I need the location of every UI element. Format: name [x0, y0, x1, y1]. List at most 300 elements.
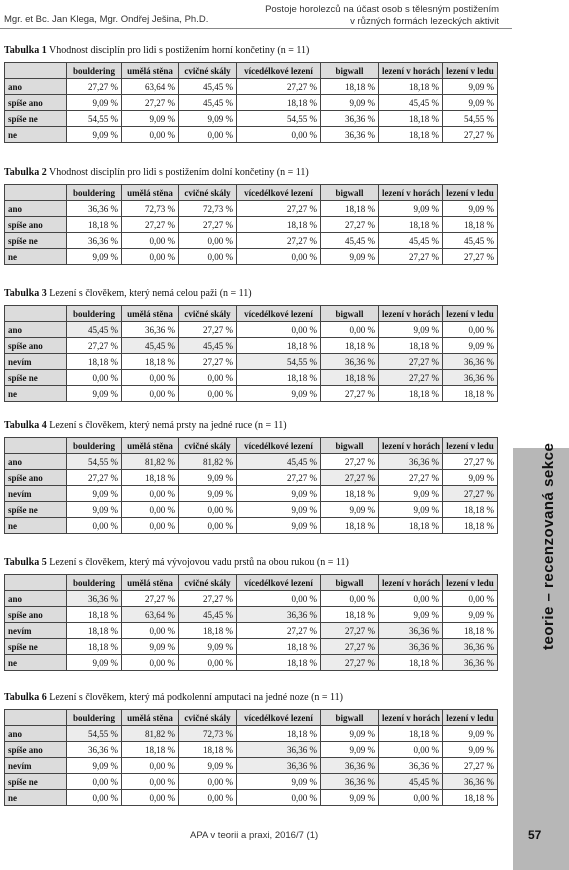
table-cell: 27,27 %	[321, 639, 379, 655]
row-header: spíše ne	[5, 111, 67, 127]
table-cell: 0,00 %	[179, 518, 237, 534]
table-cell: 0,00 %	[179, 386, 237, 402]
header-title-line-2: v různých formách lezeckých aktivit	[350, 16, 499, 27]
column-header: cvičné skály	[179, 63, 237, 79]
table-cell: 9,09 %	[122, 639, 179, 655]
table-cell: 0,00 %	[179, 233, 237, 249]
table-cell: 0,00 %	[122, 233, 179, 249]
table-row	[5, 386, 498, 402]
table-cell: 45,45 %	[179, 607, 237, 623]
table-cell: 18,18 %	[379, 127, 443, 143]
table-cell: 45,45 %	[122, 338, 179, 354]
table-cell: 0,00 %	[237, 591, 321, 607]
table-cell: 36,36 %	[443, 655, 498, 671]
table-cell: 45,45 %	[179, 338, 237, 354]
table-cell: 18,18 %	[321, 486, 379, 502]
table-cell: 45,45 %	[321, 233, 379, 249]
table-row	[5, 655, 498, 671]
table-row	[5, 79, 498, 95]
table-cell: 0,00 %	[122, 518, 179, 534]
table-section-5	[4, 557, 497, 671]
table-cell: 27,27 %	[179, 322, 237, 338]
table-cell: 36,36 %	[379, 639, 443, 655]
table-cell: 0,00 %	[179, 370, 237, 386]
table-label: Tabulka 6	[4, 692, 47, 703]
column-header: cvičné skály	[179, 185, 237, 201]
column-header: lezení v horách	[379, 438, 443, 454]
table-corner	[5, 185, 67, 201]
table-cell: 27,27 %	[321, 623, 379, 639]
table-cell: 36,36 %	[443, 370, 498, 386]
table-cell: 9,09 %	[321, 726, 379, 742]
table-cell: 18,18 %	[379, 386, 443, 402]
table-cell: 54,55 %	[443, 111, 498, 127]
table-cell: 0,00 %	[122, 127, 179, 143]
row-header: spíše ano	[5, 607, 67, 623]
table-cell: 0,00 %	[379, 591, 443, 607]
table-cell: 0,00 %	[122, 655, 179, 671]
table-cell: 36,36 %	[321, 354, 379, 370]
table-cell: 0,00 %	[443, 591, 498, 607]
column-header: lezení v ledu	[443, 63, 498, 79]
table-caption	[4, 692, 497, 703]
table-cell: 36,36 %	[122, 322, 179, 338]
table-cell: 45,45 %	[379, 95, 443, 111]
table-cell: 27,27 %	[237, 470, 321, 486]
column-header: lezení v horách	[379, 185, 443, 201]
sidebar-label	[512, 440, 569, 670]
table-cell: 18,18 %	[237, 639, 321, 655]
table-label: Tabulka 3	[4, 288, 47, 299]
table-cell: 72,73 %	[179, 201, 237, 217]
table-cell: 27,27 %	[321, 470, 379, 486]
table-caption	[4, 557, 497, 568]
table-cell: 36,36 %	[237, 758, 321, 774]
row-header: ano	[5, 454, 67, 470]
row-header: ne	[5, 127, 67, 143]
table-cell: 18,18 %	[379, 655, 443, 671]
row-header: spíše ano	[5, 470, 67, 486]
footer-journal: APA v teorii a praxi, 2016/7 (1)	[190, 830, 319, 841]
table-cell: 9,09 %	[237, 518, 321, 534]
table-cell: 0,00 %	[321, 591, 379, 607]
row-header: ne	[5, 249, 67, 265]
table-cell: 9,09 %	[67, 127, 122, 143]
table-cell: 9,09 %	[67, 655, 122, 671]
table-label: Tabulka 5	[4, 557, 47, 568]
table-cell: 27,27 %	[67, 338, 122, 354]
table-cell: 9,09 %	[237, 502, 321, 518]
table-cell: 27,27 %	[379, 370, 443, 386]
table-cell: 9,09 %	[443, 95, 498, 111]
table-cell: 54,55 %	[67, 111, 122, 127]
table-cell: 9,09 %	[443, 79, 498, 95]
table-cell: 36,36 %	[321, 758, 379, 774]
table-cell: 0,00 %	[67, 790, 122, 806]
table-caption	[4, 167, 497, 178]
table-row	[5, 742, 498, 758]
data-table	[4, 184, 498, 265]
table-cell: 18,18 %	[379, 518, 443, 534]
table-cell: 54,55 %	[237, 111, 321, 127]
table-cell: 18,18 %	[237, 95, 321, 111]
table-cell: 0,00 %	[443, 322, 498, 338]
header-rule	[0, 28, 512, 29]
table-cell: 18,18 %	[379, 111, 443, 127]
table-cell: 0,00 %	[179, 774, 237, 790]
table-cell: 36,36 %	[443, 639, 498, 655]
table-cell: 0,00 %	[122, 486, 179, 502]
table-cell: 0,00 %	[237, 127, 321, 143]
column-header: bouldering	[67, 306, 122, 322]
column-header: vícedélkové lezení	[237, 575, 321, 591]
column-header: vícedélkové lezení	[237, 185, 321, 201]
table-cell: 36,36 %	[379, 623, 443, 639]
table-cell: 27,27 %	[179, 591, 237, 607]
table-row	[5, 338, 498, 354]
table-cell: 27,27 %	[443, 127, 498, 143]
table-cell: 0,00 %	[179, 127, 237, 143]
column-header: bouldering	[67, 438, 122, 454]
table-cell: 18,18 %	[179, 623, 237, 639]
table-cell: 81,82 %	[179, 454, 237, 470]
table-cell: 18,18 %	[321, 607, 379, 623]
table-cell: 18,18 %	[122, 470, 179, 486]
table-cell: 18,18 %	[321, 201, 379, 217]
column-header: lezení v ledu	[443, 575, 498, 591]
table-cell: 45,45 %	[179, 79, 237, 95]
column-header: cvičné skály	[179, 306, 237, 322]
table-corner	[5, 63, 67, 79]
table-cell: 27,27 %	[122, 95, 179, 111]
column-header: lezení v horách	[379, 710, 443, 726]
column-header: bouldering	[67, 185, 122, 201]
row-header: ano	[5, 201, 67, 217]
table-cell: 18,18 %	[379, 79, 443, 95]
row-header: ne	[5, 386, 67, 402]
table-row	[5, 758, 498, 774]
table-cell: 36,36 %	[321, 111, 379, 127]
table-cell: 9,09 %	[321, 502, 379, 518]
column-header: bigwall	[321, 438, 379, 454]
table-cell: 72,73 %	[179, 726, 237, 742]
table-cell: 0,00 %	[321, 322, 379, 338]
table-cell: 9,09 %	[379, 322, 443, 338]
table-label: Tabulka 2	[4, 167, 47, 178]
table-section-2	[4, 167, 497, 265]
table-cell: 9,09 %	[67, 758, 122, 774]
table-cell: 9,09 %	[237, 486, 321, 502]
column-header: vícedélkové lezení	[237, 306, 321, 322]
table-cell: 36,36 %	[379, 758, 443, 774]
table-cell: 0,00 %	[122, 790, 179, 806]
table-cell: 36,36 %	[321, 774, 379, 790]
table-cell: 18,18 %	[67, 639, 122, 655]
table-cell: 9,09 %	[237, 774, 321, 790]
row-header: ne	[5, 790, 67, 806]
table-cell: 27,27 %	[321, 386, 379, 402]
row-header: spíše ne	[5, 370, 67, 386]
table-cell: 9,09 %	[67, 386, 122, 402]
row-header: ne	[5, 518, 67, 534]
table-section-6	[4, 692, 497, 806]
table-cell: 9,09 %	[67, 249, 122, 265]
table-cell: 54,55 %	[67, 726, 122, 742]
table-cell: 18,18 %	[443, 386, 498, 402]
data-table	[4, 62, 498, 143]
table-cell: 0,00 %	[67, 370, 122, 386]
table-cell: 9,09 %	[321, 742, 379, 758]
table-section-1	[4, 45, 497, 143]
table-cell: 18,18 %	[379, 217, 443, 233]
table-cell: 18,18 %	[321, 338, 379, 354]
table-row	[5, 607, 498, 623]
table-cell: 36,36 %	[67, 742, 122, 758]
table-cell: 18,18 %	[321, 79, 379, 95]
table-cell: 45,45 %	[443, 233, 498, 249]
row-header: ano	[5, 591, 67, 607]
table-cell: 27,27 %	[443, 249, 498, 265]
column-header: lezení v horách	[379, 306, 443, 322]
table-title: Vhodnost disciplín pro lidi s postižením dolní končetiny (n = 11)	[49, 167, 309, 178]
row-header: spíše ano	[5, 742, 67, 758]
column-header: lezení v ledu	[443, 710, 498, 726]
table-cell: 9,09 %	[321, 790, 379, 806]
table-cell: 27,27 %	[237, 79, 321, 95]
table-cell: 36,36 %	[237, 607, 321, 623]
column-header: umělá stěna	[122, 306, 179, 322]
row-header: nevím	[5, 623, 67, 639]
column-header: vícedélkové lezení	[237, 710, 321, 726]
table-cell: 9,09 %	[321, 249, 379, 265]
table-row	[5, 322, 498, 338]
table-cell: 9,09 %	[67, 486, 122, 502]
table-cell: 27,27 %	[321, 655, 379, 671]
row-header: spíše ne	[5, 639, 67, 655]
table-cell: 9,09 %	[379, 486, 443, 502]
table-caption	[4, 45, 497, 56]
table-cell: 36,36 %	[443, 774, 498, 790]
column-header: bouldering	[67, 63, 122, 79]
column-header: umělá stěna	[122, 438, 179, 454]
table-cell: 27,27 %	[179, 217, 237, 233]
table-title: Vhodnost disciplín pro lidi s postižením horní končetiny (n = 11)	[49, 45, 310, 56]
table-cell: 18,18 %	[122, 742, 179, 758]
table-cell: 9,09 %	[443, 607, 498, 623]
table-caption	[4, 420, 497, 431]
column-header: lezení v horách	[379, 63, 443, 79]
table-row	[5, 790, 498, 806]
header-title	[265, 4, 499, 28]
table-cell: 27,27 %	[67, 79, 122, 95]
table-cell: 0,00 %	[67, 518, 122, 534]
table-row	[5, 470, 498, 486]
table-cell: 18,18 %	[443, 502, 498, 518]
table-cell: 18,18 %	[67, 623, 122, 639]
table-cell: 0,00 %	[179, 655, 237, 671]
column-header: lezení v ledu	[443, 306, 498, 322]
table-cell: 36,36 %	[321, 127, 379, 143]
table-cell: 45,45 %	[237, 454, 321, 470]
table-cell: 0,00 %	[237, 790, 321, 806]
table-cell: 18,18 %	[67, 354, 122, 370]
row-header: ano	[5, 322, 67, 338]
table-cell: 36,36 %	[67, 201, 122, 217]
table-cell: 54,55 %	[67, 454, 122, 470]
sidebar-text: teorie – recenzovaná sekce	[540, 442, 557, 650]
table-cell: 0,00 %	[379, 790, 443, 806]
table-cell: 0,00 %	[379, 742, 443, 758]
table-cell: 0,00 %	[122, 386, 179, 402]
table-cell: 0,00 %	[122, 370, 179, 386]
column-header: bigwall	[321, 710, 379, 726]
table-cell: 0,00 %	[122, 758, 179, 774]
table-cell: 27,27 %	[443, 454, 498, 470]
column-header: umělá stěna	[122, 63, 179, 79]
table-cell: 18,18 %	[237, 655, 321, 671]
table-cell: 9,09 %	[179, 639, 237, 655]
table-cell: 18,18 %	[67, 217, 122, 233]
table-row	[5, 623, 498, 639]
column-header: lezení v ledu	[443, 185, 498, 201]
table-cell: 18,18 %	[237, 726, 321, 742]
table-cell: 45,45 %	[379, 233, 443, 249]
table-row	[5, 249, 498, 265]
table-label: Tabulka 4	[4, 420, 47, 431]
row-header: ano	[5, 79, 67, 95]
table-cell: 0,00 %	[237, 249, 321, 265]
table-cell: 27,27 %	[321, 454, 379, 470]
table-cell: 36,36 %	[67, 591, 122, 607]
table-cell: 18,18 %	[443, 217, 498, 233]
table-row	[5, 518, 498, 534]
table-cell: 36,36 %	[443, 354, 498, 370]
table-cell: 9,09 %	[179, 758, 237, 774]
table-cell: 18,18 %	[237, 217, 321, 233]
table-cell: 9,09 %	[379, 502, 443, 518]
table-cell: 9,09 %	[237, 386, 321, 402]
table-row	[5, 726, 498, 742]
table-section-3	[4, 288, 497, 402]
row-header: spíše ano	[5, 338, 67, 354]
table-label: Tabulka 1	[4, 45, 47, 56]
table-cell: 0,00 %	[67, 774, 122, 790]
column-header: bigwall	[321, 306, 379, 322]
table-cell: 9,09 %	[67, 502, 122, 518]
table-cell: 0,00 %	[122, 774, 179, 790]
table-row	[5, 454, 498, 470]
table-cell: 18,18 %	[443, 790, 498, 806]
table-cell: 18,18 %	[122, 354, 179, 370]
table-cell: 27,27 %	[443, 486, 498, 502]
table-cell: 18,18 %	[321, 518, 379, 534]
row-header: spíše ne	[5, 233, 67, 249]
table-row	[5, 233, 498, 249]
table-cell: 9,09 %	[321, 95, 379, 111]
table-corner	[5, 575, 67, 591]
table-cell: 18,18 %	[237, 338, 321, 354]
table-row	[5, 354, 498, 370]
table-cell: 9,09 %	[67, 95, 122, 111]
table-cell: 27,27 %	[122, 217, 179, 233]
row-header: spíše ne	[5, 774, 67, 790]
table-cell: 45,45 %	[379, 774, 443, 790]
row-header: nevím	[5, 354, 67, 370]
table-cell: 18,18 %	[379, 338, 443, 354]
table-cell: 45,45 %	[179, 95, 237, 111]
row-header: nevím	[5, 486, 67, 502]
table-cell: 9,09 %	[443, 338, 498, 354]
table-cell: 27,27 %	[237, 233, 321, 249]
table-row	[5, 201, 498, 217]
column-header: bigwall	[321, 185, 379, 201]
table-row	[5, 591, 498, 607]
table-cell: 0,00 %	[122, 502, 179, 518]
table-corner	[5, 710, 67, 726]
table-cell: 18,18 %	[443, 518, 498, 534]
table-cell: 0,00 %	[122, 249, 179, 265]
table-cell: 9,09 %	[443, 470, 498, 486]
row-header: spíše ne	[5, 502, 67, 518]
table-cell: 27,27 %	[122, 591, 179, 607]
table-cell: 18,18 %	[379, 726, 443, 742]
data-table	[4, 574, 498, 671]
column-header: bouldering	[67, 575, 122, 591]
table-row	[5, 486, 498, 502]
column-header: vícedélkové lezení	[237, 438, 321, 454]
table-cell: 18,18 %	[321, 370, 379, 386]
header-title-line-1: Postoje horolezců na účast osob s tělesným postižením	[265, 4, 499, 15]
table-cell: 54,55 %	[237, 354, 321, 370]
row-header: spíše ano	[5, 95, 67, 111]
column-header: umělá stěna	[122, 185, 179, 201]
table-cell: 18,18 %	[237, 370, 321, 386]
table-cell: 0,00 %	[179, 502, 237, 518]
table-cell: 27,27 %	[237, 623, 321, 639]
table-cell: 63,64 %	[122, 79, 179, 95]
data-table	[4, 305, 498, 402]
table-cell: 9,09 %	[443, 726, 498, 742]
table-cell: 9,09 %	[379, 607, 443, 623]
table-row	[5, 127, 498, 143]
table-row	[5, 95, 498, 111]
data-table	[4, 709, 498, 806]
row-header: spíše ano	[5, 217, 67, 233]
table-cell: 27,27 %	[443, 758, 498, 774]
row-header: ano	[5, 726, 67, 742]
row-header: ne	[5, 655, 67, 671]
table-cell: 18,18 %	[67, 607, 122, 623]
column-header: bigwall	[321, 575, 379, 591]
table-cell: 36,36 %	[237, 742, 321, 758]
row-header: nevím	[5, 758, 67, 774]
table-title: Lezení s člověkem, který nemá prsty na jedné ruce (n = 11)	[49, 420, 287, 431]
table-row	[5, 111, 498, 127]
table-title: Lezení s člověkem, který má vývojovou vadu prstů na obou rukou (n = 11)	[49, 557, 349, 568]
table-cell: 9,09 %	[379, 201, 443, 217]
table-cell: 0,00 %	[179, 790, 237, 806]
table-title: Lezení s člověkem, který nemá celou paži (n = 11)	[49, 288, 252, 299]
table-title: Lezení s člověkem, který má podkolenní amputaci na jedné noze (n = 11)	[49, 692, 343, 703]
table-cell: 36,36 %	[67, 233, 122, 249]
column-header: bigwall	[321, 63, 379, 79]
table-cell: 27,27 %	[67, 470, 122, 486]
table-cell: 45,45 %	[67, 322, 122, 338]
table-cell: 9,09 %	[179, 470, 237, 486]
table-cell: 9,09 %	[443, 201, 498, 217]
column-header: cvičné skály	[179, 710, 237, 726]
table-cell: 36,36 %	[379, 454, 443, 470]
